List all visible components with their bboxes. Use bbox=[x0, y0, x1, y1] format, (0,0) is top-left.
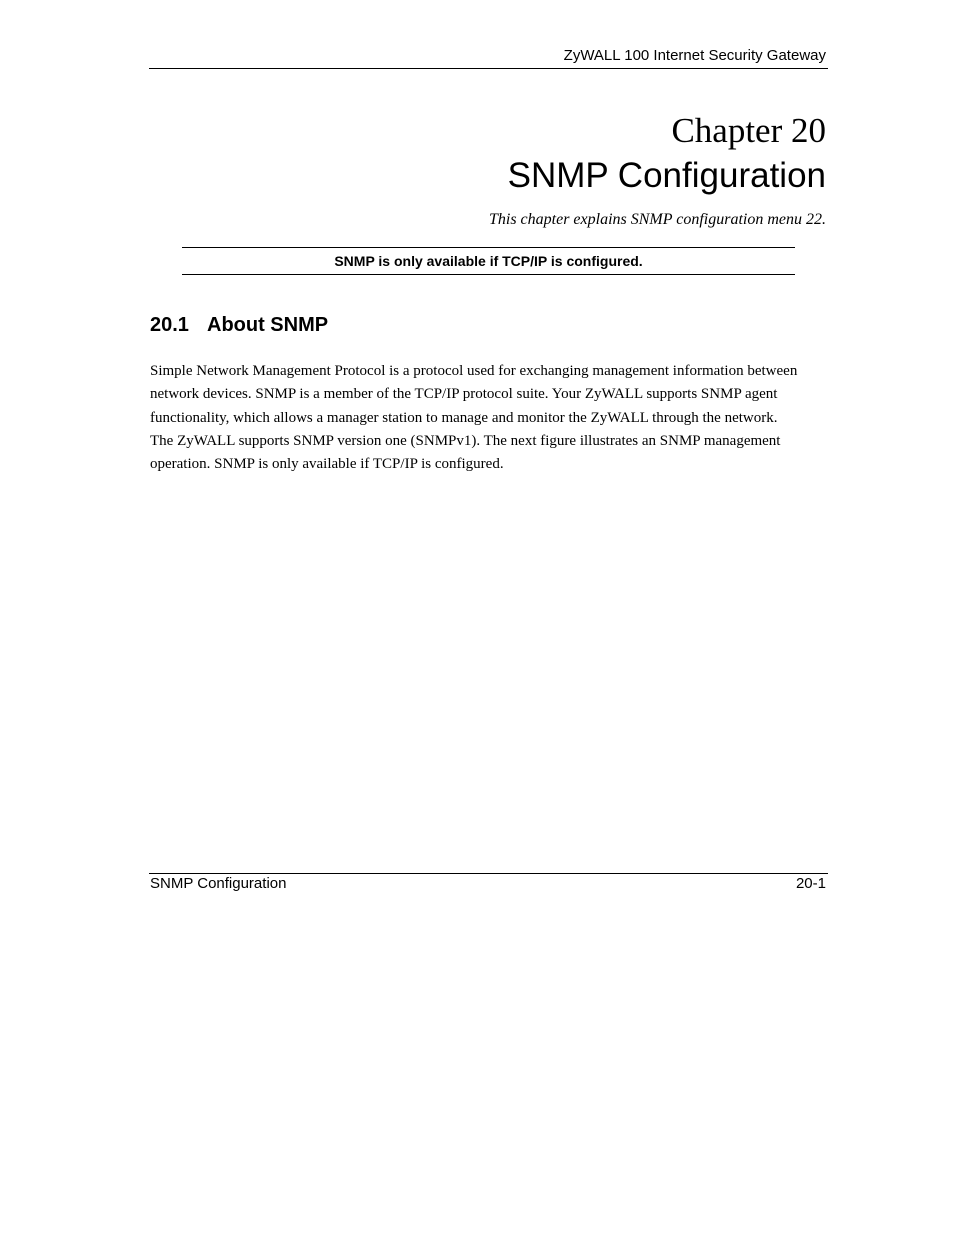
chapter-title: SNMP Configuration bbox=[507, 156, 826, 195]
footer-page-number: 20-1 bbox=[795, 875, 826, 892]
footer-section-name: SNMP Configuration bbox=[150, 875, 287, 892]
section-title: About SNMP bbox=[207, 314, 329, 336]
paragraph-line: Simple Network Management Protocol is a protocol used for exchanging management information between bbox=[150, 363, 798, 379]
running-header: ZyWALL 100 Internet Security Gateway bbox=[563, 47, 826, 64]
body-paragraph bbox=[150, 360, 830, 476]
footer-rule bbox=[149, 873, 828, 874]
paragraph-line: operation. SNMP is only available if TCP/IP is configured. bbox=[150, 456, 504, 473]
paragraph-line: functionality, which allows a manager station to manage and monitor the ZyWALL through the network. bbox=[150, 409, 778, 426]
chapter-number: Chapter 20 bbox=[671, 111, 826, 150]
note-text: SNMP is only available if TCP/IP is configured. bbox=[334, 253, 643, 269]
section-heading bbox=[150, 314, 328, 337]
chapter-intro: This chapter explains SNMP configuration menu 22. bbox=[488, 211, 826, 228]
paragraph-line: The ZyWALL supports SNMP version one (SNMPv1). The next figure illustrates an SNMP management bbox=[150, 432, 781, 449]
note-box bbox=[182, 247, 795, 275]
section-number: 20.1 bbox=[150, 314, 189, 336]
header-rule bbox=[149, 68, 828, 69]
paragraph-line: network devices. SNMP is a member of the TCP/IP protocol suite. Your ZyWALL supports SNMP agent bbox=[150, 386, 778, 403]
